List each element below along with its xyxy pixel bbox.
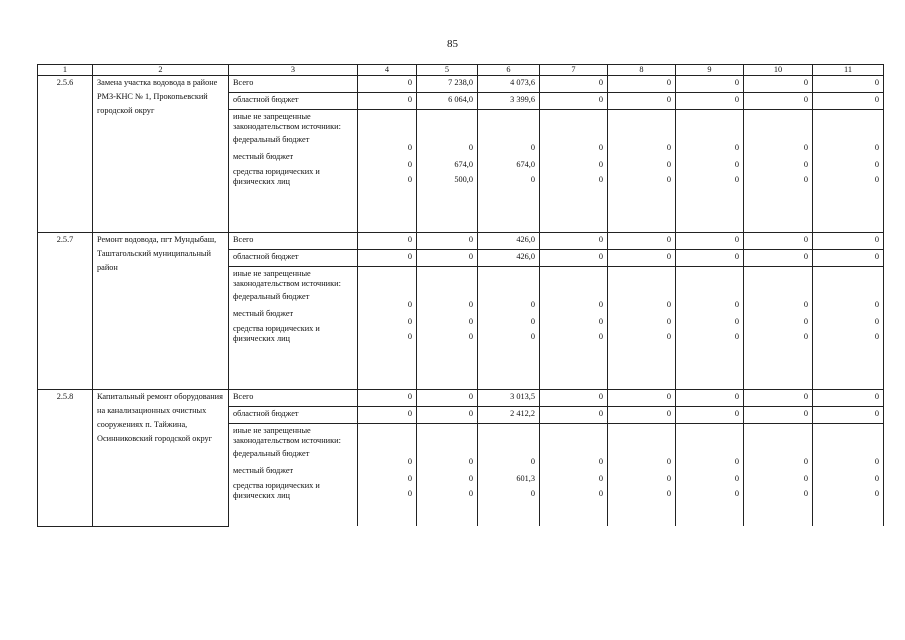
- amount-cell: 0: [803, 332, 808, 341]
- amount-cell: 0: [598, 332, 603, 341]
- amount-cell: 0: [468, 474, 473, 483]
- amount-group: [676, 267, 744, 390]
- amount-cell: 426,0: [478, 250, 540, 267]
- amount-cell: 0: [407, 160, 412, 169]
- amount-cell: 0: [358, 407, 417, 424]
- amount-cell: 0: [803, 457, 808, 466]
- column-header: 11: [813, 65, 884, 76]
- amount-cell: 0: [803, 474, 808, 483]
- amount-cell: 0: [358, 390, 417, 407]
- amount-cell: 0: [676, 93, 744, 110]
- amount-cell: 6 064,0: [417, 93, 478, 110]
- amount-cell: 0: [676, 390, 744, 407]
- amount-group: [358, 424, 417, 527]
- amount-cell: 0: [358, 93, 417, 110]
- amount-cell: 0: [598, 143, 603, 152]
- amount-cell: 0: [666, 143, 671, 152]
- source-label: федеральный бюджет: [233, 135, 310, 144]
- amount-cell: 0: [734, 160, 739, 169]
- source-label: Всего: [229, 390, 358, 407]
- source-label: местный бюджет: [233, 466, 294, 475]
- amount-cell: 0: [358, 233, 417, 250]
- amount-cell: 0: [468, 332, 473, 341]
- amount-cell: 0: [734, 300, 739, 309]
- amount-group: [813, 267, 884, 390]
- column-header: 9: [676, 65, 744, 76]
- source-label: областной бюджет: [229, 407, 358, 424]
- amount-cell: 0: [874, 317, 879, 326]
- amount-cell: 674,0: [516, 160, 535, 169]
- amount-cell: 0: [540, 250, 608, 267]
- amount-cell: 0: [734, 474, 739, 483]
- source-label-group: [229, 424, 358, 527]
- amount-cell: 0: [530, 300, 535, 309]
- amount-group: [478, 110, 540, 233]
- amount-cell: 0: [358, 250, 417, 267]
- column-header: 10: [744, 65, 813, 76]
- amount-cell: 0: [874, 160, 879, 169]
- amount-cell: 0: [598, 160, 603, 169]
- amount-cell: 0: [734, 332, 739, 341]
- source-label: средства юридических и физических лиц: [233, 167, 320, 186]
- amount-cell: 0: [608, 250, 676, 267]
- source-label: Всего: [229, 233, 358, 250]
- amount-cell: 0: [813, 233, 884, 250]
- amount-cell: 7 238,0: [417, 76, 478, 93]
- amount-group: [358, 110, 417, 233]
- amount-group: [744, 424, 813, 527]
- amount-cell: 0: [874, 474, 879, 483]
- amount-group: [676, 424, 744, 527]
- amount-cell: 0: [874, 143, 879, 152]
- amount-cell: 0: [407, 489, 412, 498]
- item-code: 2.5.7: [38, 233, 93, 390]
- amount-cell: 0: [666, 160, 671, 169]
- amount-cell: 0: [813, 76, 884, 93]
- amount-cell: 0: [530, 332, 535, 341]
- amount-cell: 0: [468, 143, 473, 152]
- amount-group: [608, 110, 676, 233]
- amount-cell: 0: [608, 407, 676, 424]
- amount-cell: 500,0: [454, 175, 473, 184]
- source-label: местный бюджет: [233, 309, 294, 318]
- source-label: областной бюджет: [229, 93, 358, 110]
- item-total-row: [38, 76, 884, 93]
- amount-cell: 0: [734, 175, 739, 184]
- amount-cell: 0: [468, 489, 473, 498]
- amount-cell: 0: [530, 175, 535, 184]
- amount-cell: 0: [407, 317, 412, 326]
- amount-cell: 0: [803, 489, 808, 498]
- source-label-group: [229, 110, 358, 233]
- amount-cell: 0: [803, 317, 808, 326]
- column-header: 1: [38, 65, 93, 76]
- amount-cell: 0: [803, 175, 808, 184]
- amount-cell: 0: [666, 300, 671, 309]
- amount-cell: 0: [417, 233, 478, 250]
- amount-group: [744, 267, 813, 390]
- amount-cell: 0: [676, 233, 744, 250]
- source-label: средства юридических и физических лиц: [233, 481, 320, 500]
- amount-cell: 0: [407, 300, 412, 309]
- source-label: областной бюджет: [229, 250, 358, 267]
- amount-group: [676, 110, 744, 233]
- amount-cell: 0: [666, 457, 671, 466]
- amount-cell: 0: [598, 457, 603, 466]
- amount-cell: 0: [608, 390, 676, 407]
- item-total-row: [38, 390, 884, 407]
- amount-cell: 0: [874, 332, 879, 341]
- amount-cell: 0: [540, 407, 608, 424]
- source-label-group: [229, 267, 358, 390]
- source-label: федеральный бюджет: [233, 449, 310, 458]
- amount-cell: 0: [734, 317, 739, 326]
- amount-cell: 0: [744, 407, 813, 424]
- amount-cell: 0: [540, 76, 608, 93]
- amount-cell: 0: [734, 489, 739, 498]
- amount-group: [813, 110, 884, 233]
- amount-cell: 0: [813, 250, 884, 267]
- source-label: иные не запрещенные законодательством источники:: [233, 269, 341, 288]
- amount-cell: 0: [666, 175, 671, 184]
- amount-cell: 0: [666, 474, 671, 483]
- column-number-row: [38, 65, 884, 76]
- source-label: иные не запрещенные законодательством источники:: [233, 112, 341, 131]
- amount-cell: 0: [813, 390, 884, 407]
- amount-group: [478, 424, 540, 527]
- source-label: средства юридических и физических лиц: [233, 324, 320, 343]
- amount-cell: 0: [874, 300, 879, 309]
- amount-group: [417, 267, 478, 390]
- amount-cell: 0: [358, 76, 417, 93]
- amount-group: [417, 110, 478, 233]
- source-label: иные не запрещенные законодательством источники:: [233, 426, 341, 445]
- item-code: 2.5.6: [38, 76, 93, 233]
- column-header: 5: [417, 65, 478, 76]
- item-name: Капитальный ремонт оборудования на канализационных очистных сооружениях п. Тайжина, Осинниковский городской округ: [93, 390, 229, 527]
- amount-cell: 0: [608, 93, 676, 110]
- amount-cell: 0: [417, 407, 478, 424]
- amount-cell: 0: [608, 233, 676, 250]
- item-name: Замена участка водовода в районе РМЗ-КНС № 1, Прокопьевский городской округ: [93, 76, 229, 233]
- amount-group: [358, 267, 417, 390]
- amount-cell: 0: [813, 93, 884, 110]
- amount-group: [478, 267, 540, 390]
- column-header: 8: [608, 65, 676, 76]
- amount-cell: 0: [744, 250, 813, 267]
- amount-cell: 0: [530, 457, 535, 466]
- amount-cell: 0: [734, 143, 739, 152]
- amount-cell: 0: [468, 300, 473, 309]
- item-code: 2.5.8: [38, 390, 93, 527]
- amount-cell: 0: [744, 390, 813, 407]
- amount-group: [540, 424, 608, 527]
- amount-cell: 0: [598, 474, 603, 483]
- amount-cell: 0: [874, 175, 879, 184]
- amount-cell: 0: [744, 76, 813, 93]
- amount-cell: 0: [874, 489, 879, 498]
- amount-cell: 0: [676, 250, 744, 267]
- amount-cell: 0: [407, 143, 412, 152]
- amount-group: [417, 424, 478, 527]
- amount-cell: 0: [676, 76, 744, 93]
- amount-cell: 0: [407, 175, 412, 184]
- amount-cell: 0: [608, 76, 676, 93]
- item-total-row: [38, 233, 884, 250]
- amount-cell: 0: [734, 457, 739, 466]
- amount-cell: 0: [598, 175, 603, 184]
- amount-cell: 0: [540, 390, 608, 407]
- column-header: 3: [229, 65, 358, 76]
- amount-group: [540, 267, 608, 390]
- column-header: 7: [540, 65, 608, 76]
- amount-cell: 426,0: [478, 233, 540, 250]
- amount-group: [813, 424, 884, 527]
- amount-group: [744, 110, 813, 233]
- funding-table: [37, 64, 884, 527]
- page-number: 85: [447, 38, 458, 50]
- amount-cell: 4 073,6: [478, 76, 540, 93]
- amount-cell: 0: [744, 233, 813, 250]
- amount-cell: 3 013,5: [478, 390, 540, 407]
- amount-group: [608, 267, 676, 390]
- amount-group: [540, 110, 608, 233]
- amount-cell: 0: [813, 407, 884, 424]
- source-label: местный бюджет: [233, 152, 294, 161]
- column-header: 2: [93, 65, 229, 76]
- amount-cell: 0: [530, 489, 535, 498]
- column-header: 6: [478, 65, 540, 76]
- amount-cell: 0: [530, 317, 535, 326]
- source-label: Всего: [229, 76, 358, 93]
- amount-cell: 0: [417, 250, 478, 267]
- amount-cell: 601,3: [516, 474, 535, 483]
- amount-cell: 0: [803, 160, 808, 169]
- amount-cell: 0: [666, 317, 671, 326]
- amount-cell: 0: [468, 457, 473, 466]
- amount-cell: 0: [598, 489, 603, 498]
- amount-cell: 0: [676, 407, 744, 424]
- amount-cell: 0: [598, 300, 603, 309]
- amount-cell: 0: [803, 300, 808, 309]
- amount-cell: 0: [803, 143, 808, 152]
- amount-cell: 0: [407, 332, 412, 341]
- amount-cell: 0: [598, 317, 603, 326]
- amount-cell: 0: [540, 93, 608, 110]
- amount-cell: 0: [530, 143, 535, 152]
- amount-cell: 0: [744, 93, 813, 110]
- amount-cell: 0: [666, 489, 671, 498]
- source-label: федеральный бюджет: [233, 292, 310, 301]
- amount-cell: 3 399,6: [478, 93, 540, 110]
- amount-cell: 674,0: [454, 160, 473, 169]
- amount-cell: 0: [666, 332, 671, 341]
- amount-cell: 0: [468, 317, 473, 326]
- amount-cell: 2 412,2: [478, 407, 540, 424]
- amount-cell: 0: [407, 474, 412, 483]
- amount-group: [608, 424, 676, 527]
- amount-cell: 0: [540, 233, 608, 250]
- column-header: 4: [358, 65, 417, 76]
- amount-cell: 0: [407, 457, 412, 466]
- item-name: Ремонт водовода, пгт Мундыбаш, Таштагольский муниципальный район: [93, 233, 229, 390]
- amount-cell: 0: [874, 457, 879, 466]
- amount-cell: 0: [417, 390, 478, 407]
